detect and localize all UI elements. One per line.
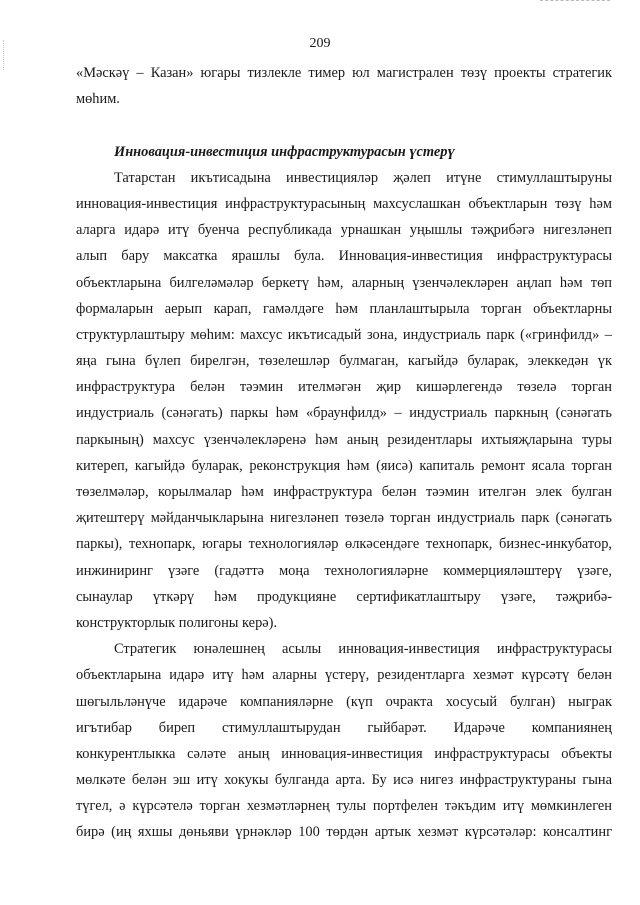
text-line: конструкторлык полигоны керә).: [76, 614, 278, 631]
text-line: инжиниринг үзәге (гадәттә моңа технологияләрне коммерцияләштерү үзәге,: [76, 562, 612, 579]
text-line: структурлаштыру мөһим: махсус икътисадый зона, индустриаль парк («гринфилд» –: [76, 326, 612, 343]
text-line: аларга идарә итү буенча республикада урнашкан уңышлы тәҗрибәгә нигезләнеп: [76, 222, 612, 239]
section-heading: Инновация-инвестиция инфраструктурасын үстерү: [114, 143, 455, 160]
text-line: яңа гына бүлеп бирелгән, төзелешләр булмаган, кагыйдә буларак, элеккедән үк: [76, 353, 612, 370]
text-line: мөлкәте белән эш итү хокукы булганда арта. Бу исә нигез инфраструктураны гына: [76, 772, 612, 789]
text-line: шөгыльләнүче идарәче компанияләрне (күп очракта хосусый булган) ныграк: [76, 693, 612, 710]
text-line: паркының) махсус үзенчәлекләренә һәм аның резидентлары ихтыяҗларына туры: [76, 431, 612, 448]
text-line: җитештерү мәйданчыкларына нигезләнеп төзелә торган индустриаль парк (сәнәгать: [76, 510, 612, 527]
text-line: «Мәскәү – Казан» югары тизлекле тимер юл магистрален төзү проекты стратегик: [76, 65, 612, 81]
text-line: Стратегик юнәлешнең асылы инновация-инвестиция инфраструктурасы: [114, 641, 612, 658]
text-line: китереп, кагыйдә буларак, реконструкция һәм (яисә) капиталь ремонт ясала торган: [76, 457, 612, 474]
paragraph-1: [76, 165, 612, 636]
text-line: инновация-инвестиция инфраструктурасының махсуслашкан объектларын төзү һәм: [76, 195, 612, 212]
text-line: түгел, ә күрсәтелә торган хезмәтләрнең тулы портфелен тәкъдим итү мөмкинлеген: [76, 798, 612, 815]
text-line: алып бару максатка ярашлы була. Инновация-инвестиция инфраструктурасы: [76, 248, 612, 265]
text-line: игътибар биреп стимуллаштырудан гыйбарәт. Идарәче компаниянең: [76, 719, 612, 736]
text-line: конкурентлыкка сәләте аның инновация-инвестиция инфраструктурасы объекты: [76, 745, 612, 762]
text-line: объектларына билгеләмәләр беркетү һәм, аларның үзенчәлекләрен аңлап һәм төп: [76, 274, 612, 291]
text-line: мөһим.: [76, 91, 120, 108]
blank-line: [76, 112, 612, 138]
text-line: объектларына идарә итү һәм аларны үстерү, резидентларга хезмәт күрсәтү белән: [76, 667, 612, 684]
text-line: инфраструктура белән тәэмин ителмәгән җир кишәрлегендә төзелә торган: [76, 379, 612, 396]
text-line: паркы), технопарк, югары технологияләр өлкәсендәге технопарк, бизнес-инкубатор,: [76, 536, 612, 553]
page-number: 209: [309, 36, 331, 51]
text-line: бирә (иң яхшы дөньяви үрнәкләр 100 төрдән артык хезмәт күрсәтәләр: консалтинг: [76, 824, 612, 841]
scan-edge-marks: [540, 0, 610, 4]
text-line: Татарстан икътисадына инвестицияләр җәлеп итүне стимуллаштыруны: [114, 169, 612, 186]
text-line: төзелмәләр, корылмалар һәм инфраструктура белән тәэмин ителгән элек булган: [76, 484, 612, 500]
text-line: индустриаль (сәнәгать) паркы һәм «браунфилд» – индустриаль паркның (сәнәгать: [76, 405, 612, 422]
text-line: формаларын аерып карап, гамәлдәге һәм планлаштырыла торган объектларны: [76, 300, 612, 317]
page-body: [76, 60, 612, 846]
paragraph-2: [76, 636, 612, 846]
text-line: сынаулар үткәрү һәм продукцияне сертификатлаштыру үзәге, тәҗрибә-: [76, 588, 612, 605]
